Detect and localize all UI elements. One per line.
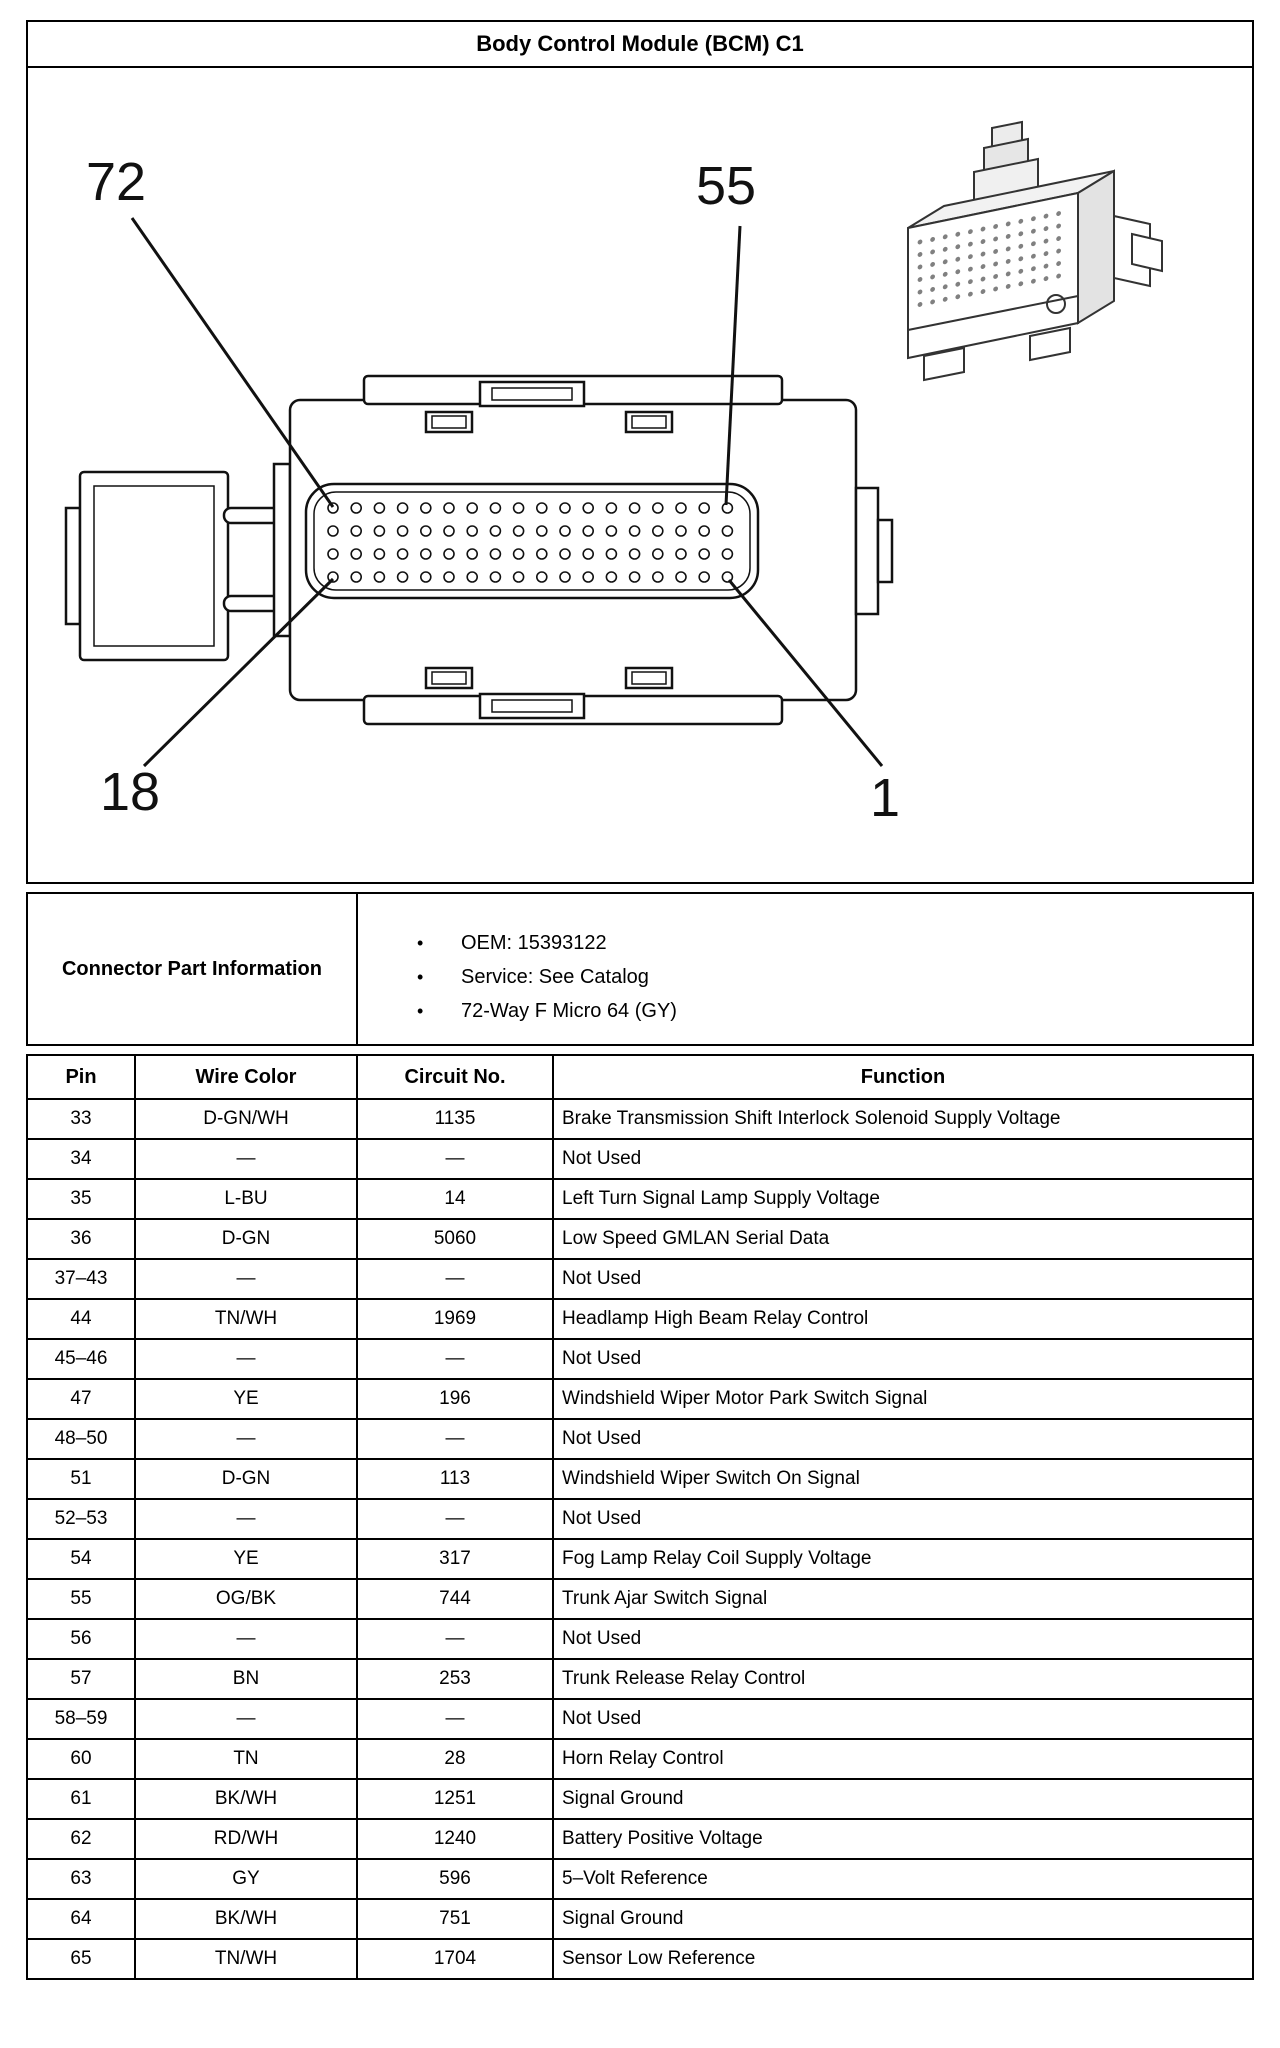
cell-circuit-no: 5060: [357, 1219, 553, 1259]
cell-circuit-no: 28: [357, 1739, 553, 1779]
cell-function: Low Speed GMLAN Serial Data: [553, 1219, 1253, 1259]
table-row: [27, 1419, 1253, 1459]
pin-label-55: 55: [696, 156, 757, 216]
cell-function: Not Used: [553, 1499, 1253, 1539]
cell-wire-color: D-GN/WH: [135, 1099, 357, 1139]
cell-function: Not Used: [553, 1139, 1253, 1179]
header-function: Function: [553, 1055, 1253, 1099]
cell-circuit-no: 1251: [357, 1779, 553, 1819]
pin-label-1: 1: [870, 768, 901, 828]
cell-pin: 34: [27, 1139, 135, 1179]
page-title: Body Control Module (BCM) C1: [26, 20, 1254, 68]
part-info-label: Connector Part Information: [27, 893, 357, 1045]
cell-function: Windshield Wiper Switch On Signal: [553, 1459, 1253, 1499]
table-row: [27, 1539, 1253, 1579]
cell-pin: 63: [27, 1859, 135, 1899]
cell-pin: 37–43: [27, 1259, 135, 1299]
cell-function: Not Used: [553, 1619, 1253, 1659]
table-row: [27, 1139, 1253, 1179]
cell-pin: 54: [27, 1539, 135, 1579]
cell-function: Fog Lamp Relay Coil Supply Voltage: [553, 1539, 1253, 1579]
cell-function: Signal Ground: [553, 1899, 1253, 1939]
cell-wire-color: D-GN: [135, 1219, 357, 1259]
cell-function: Windshield Wiper Motor Park Switch Signal: [553, 1379, 1253, 1419]
table-row: [27, 1619, 1253, 1659]
cell-wire-color: BN: [135, 1659, 357, 1699]
pinout-table: [26, 1054, 1254, 1980]
table-row: [27, 1699, 1253, 1739]
cell-circuit-no: —: [357, 1699, 553, 1739]
table-row: [27, 1219, 1253, 1259]
cell-pin: 36: [27, 1219, 135, 1259]
connector-iso-view: [908, 122, 1162, 380]
cell-circuit-no: 253: [357, 1659, 553, 1699]
cell-pin: 57: [27, 1659, 135, 1699]
cell-pin: 33: [27, 1099, 135, 1139]
cell-function: Sensor Low Reference: [553, 1939, 1253, 1979]
cell-pin: 64: [27, 1899, 135, 1939]
cell-wire-color: —: [135, 1419, 357, 1459]
cell-wire-color: —: [135, 1619, 357, 1659]
cell-function: Not Used: [553, 1259, 1253, 1299]
part-info-details: [357, 893, 1253, 1045]
part-info-bullet-list: [359, 926, 1251, 1028]
cell-circuit-no: 113: [357, 1459, 553, 1499]
cell-function: Horn Relay Control: [553, 1739, 1253, 1779]
cell-pin: 45–46: [27, 1339, 135, 1379]
table-row: [27, 1179, 1253, 1219]
header-pin: Pin: [27, 1055, 135, 1099]
cell-pin: 62: [27, 1819, 135, 1859]
table-row: [27, 1819, 1253, 1859]
cell-circuit-no: —: [357, 1139, 553, 1179]
cell-wire-color: —: [135, 1499, 357, 1539]
cell-pin: 52–53: [27, 1499, 135, 1539]
callout-line-72: [132, 218, 333, 507]
cell-circuit-no: 196: [357, 1379, 553, 1419]
cell-pin: 35: [27, 1179, 135, 1219]
cell-wire-color: TN: [135, 1739, 357, 1779]
cell-wire-color: L-BU: [135, 1179, 357, 1219]
part-info-row: [27, 893, 1253, 1045]
cell-wire-color: YE: [135, 1379, 357, 1419]
cell-pin: 55: [27, 1579, 135, 1619]
cell-function: Not Used: [553, 1419, 1253, 1459]
cell-wire-color: BK/WH: [135, 1779, 357, 1819]
cell-wire-color: D-GN: [135, 1459, 357, 1499]
cell-circuit-no: 14: [357, 1179, 553, 1219]
table-row: [27, 1899, 1253, 1939]
cell-function: 5–Volt Reference: [553, 1859, 1253, 1899]
cell-circuit-no: —: [357, 1259, 553, 1299]
cell-wire-color: OG/BK: [135, 1579, 357, 1619]
table-row: [27, 1339, 1253, 1379]
cell-circuit-no: —: [357, 1499, 553, 1539]
cell-circuit-no: 1240: [357, 1819, 553, 1859]
cell-pin: 51: [27, 1459, 135, 1499]
cell-wire-color: —: [135, 1699, 357, 1739]
cell-circuit-no: 317: [357, 1539, 553, 1579]
cell-function: Signal Ground: [553, 1779, 1253, 1819]
pin-label-18: 18: [100, 762, 161, 822]
table-row: [27, 1379, 1253, 1419]
cell-circuit-no: 744: [357, 1579, 553, 1619]
cell-circuit-no: 1135: [357, 1099, 553, 1139]
cell-pin: 44: [27, 1299, 135, 1339]
table-row: [27, 1459, 1253, 1499]
cell-function: Battery Positive Voltage: [553, 1819, 1253, 1859]
cell-function: Not Used: [553, 1339, 1253, 1379]
cell-wire-color: TN/WH: [135, 1299, 357, 1339]
cell-wire-color: —: [135, 1339, 357, 1379]
cell-function: Left Turn Signal Lamp Supply Voltage: [553, 1179, 1253, 1219]
cell-wire-color: BK/WH: [135, 1899, 357, 1939]
pin-label-72: 72: [86, 152, 147, 212]
cell-pin: 58–59: [27, 1699, 135, 1739]
cell-function: Trunk Release Relay Control: [553, 1659, 1253, 1699]
table-row: [27, 1659, 1253, 1699]
table-row: [27, 1099, 1253, 1139]
cell-circuit-no: 1969: [357, 1299, 553, 1339]
cell-circuit-no: —: [357, 1419, 553, 1459]
part-info-type: • 72-Way F Micro 64 (GY): [417, 994, 1251, 1028]
cell-pin: 61: [27, 1779, 135, 1819]
header-wire-color: Wire Color: [135, 1055, 357, 1099]
part-info-service: • Service: See Catalog: [417, 960, 1251, 994]
cell-pin: 60: [27, 1739, 135, 1779]
table-row: [27, 1499, 1253, 1539]
cell-wire-color: GY: [135, 1859, 357, 1899]
connector-diagram-panel: [26, 66, 1254, 884]
table-row: [27, 1739, 1253, 1779]
pinout-table-header-row: [27, 1055, 1253, 1099]
cell-pin: 47: [27, 1379, 135, 1419]
cell-wire-color: TN/WH: [135, 1939, 357, 1979]
table-row: [27, 1779, 1253, 1819]
table-row: [27, 1259, 1253, 1299]
cell-circuit-no: —: [357, 1619, 553, 1659]
cell-circuit-no: 596: [357, 1859, 553, 1899]
connector-diagram: [28, 68, 1252, 882]
pinout-table-body: [27, 1099, 1253, 1979]
cell-circuit-no: 1704: [357, 1939, 553, 1979]
cell-wire-color: YE: [135, 1539, 357, 1579]
cell-circuit-no: —: [357, 1339, 553, 1379]
cell-pin: 56: [27, 1619, 135, 1659]
cell-pin: 65: [27, 1939, 135, 1979]
part-info-oem: • OEM: 15393122: [417, 926, 1251, 960]
table-row: [27, 1939, 1253, 1979]
cell-function: Brake Transmission Shift Interlock Solenoid Supply Voltage: [553, 1099, 1253, 1139]
table-row: [27, 1299, 1253, 1339]
cell-wire-color: —: [135, 1139, 357, 1179]
cell-pin: 48–50: [27, 1419, 135, 1459]
cell-function: Headlamp High Beam Relay Control: [553, 1299, 1253, 1339]
table-row: [27, 1579, 1253, 1619]
cell-circuit-no: 751: [357, 1899, 553, 1939]
cell-function: Not Used: [553, 1699, 1253, 1739]
table-row: [27, 1859, 1253, 1899]
connector-front-view: [66, 376, 892, 724]
header-circuit-no: Circuit No.: [357, 1055, 553, 1099]
cell-function: Trunk Ajar Switch Signal: [553, 1579, 1253, 1619]
cell-wire-color: RD/WH: [135, 1819, 357, 1859]
page: [26, 20, 1254, 1980]
cell-wire-color: —: [135, 1259, 357, 1299]
part-info-table: [26, 892, 1254, 1046]
